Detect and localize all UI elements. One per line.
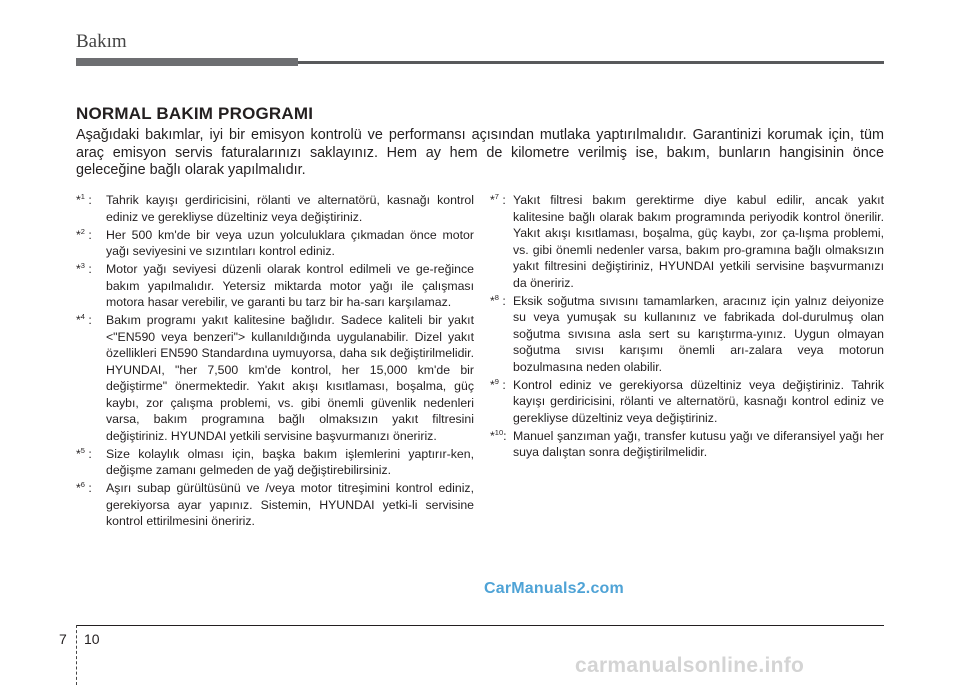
footnote-marker: *$^5$ : <box>76 445 92 461</box>
footnote-6 <box>76 480 474 530</box>
footnote-text: Tahrik kayışı gerdiricisini, rölanti ve alternatörü, kasnağı kontrol ediniz ve gerekliyse düzeltiniz veya değiştiriniz. <box>106 193 474 224</box>
footer-divider <box>76 625 77 685</box>
footnote-text: Eksik soğutma sıvısını tamamlarken, aracınız için yalnız deiyonize su veya yumuşak su kullanınız ve fabrikada dol-durulmuş olan soğutma sıvısına asla sert su karıştırma-yınız. Uygun olmayan soğutma sıvısı karışımı önemli arı-zalara veya motorun bozulmasına neden olabilir. <box>513 293 884 374</box>
header-rule <box>298 61 884 64</box>
footnote-10 <box>490 428 884 461</box>
footnote-marker: *$^7$ : <box>490 192 506 207</box>
footnote-7 <box>490 192 884 291</box>
footnote-text: Her 500 km'de bir veya uzun yolculuklara çıkmadan önce motor yağı seviyesini ve sızıntıları kontrol ediniz. <box>106 227 474 258</box>
footnote-marker: *$^2$ : <box>76 226 92 242</box>
footnote-text: Aşırı subap gürültüsünü ve /veya motor titreşimini kontrol ediniz, gerekiyorsa ayar yapınız. Sistemin, HYUNDAI yetki-li servisine kontrol ettirilmesini öneririz. <box>106 481 474 528</box>
footnote-text: Size kolaylık olması için, başka bakım işlemlerini yaptırır-ken, değişme zamanı gelmeden de yağ değiştirebilirsiniz. <box>106 446 474 477</box>
footnote-1 <box>76 192 474 225</box>
footnote-text: Kontrol ediniz ve gerekiyorsa düzeltiniz veya değiştiriniz. Tahrik kayışı gerdiricisini, rölanti ve alternatörü, kasnağı kontrol ediniz ve gerekliyse düzeltiniz veya değiştiriniz. <box>513 377 884 425</box>
notes-left-column <box>76 192 474 531</box>
page-title: NORMAL BAKIM PROGRAMI <box>76 104 314 123</box>
footnote-8 <box>490 293 884 376</box>
footnote-9 <box>490 377 884 427</box>
footnote-marker: *$^{10}$: <box>490 427 507 443</box>
footer-rule <box>76 625 884 626</box>
footnote-text: Manuel şanzıman yağı, transfer kutusu yağı ve diferansiyel yağı her suya dalıştan sonra değiştirilmelidir. <box>513 428 884 459</box>
footnote-marker: *$^1$ : <box>76 192 92 207</box>
footnote-marker: *$^3$ : <box>76 261 92 276</box>
footnote-text: Motor yağı seviyesi düzenli olarak kontrol edilmeli ve ge-reğince bakım yapılmalıdır. Yetersiz miktarda motor yağı ile çalışması motora hasar verebilir, ve garanti bu tarz bir ha-sarı karşılamaz. <box>106 262 474 309</box>
footnote-text: Bakım programı yakıt kalitesine bağlıdır. Sadece kaliteli bir yakıt <"EN590 veya benzeri"> kullanıldığında uygulanabilir. Dizel yakıt özellikleri EN590 Standardına uymuyorsa, daha sık değiştirilmelidir. HYUNDAI, "her 7,500 km'de kontrol, her 15,000 km'de bir değiştirme" önermektedir. Yakıt akışı kısıtlaması, boşalma, güç kaybı, zor çalışma problemi, vs. gibi önemli güvenlik nedenleri varsa, bakım programına bağlı olmaksızın yakıt filtresini değiştiriniz. HYUNDAI yetkili servisine başvurmanızı öneririz. <box>106 313 474 443</box>
footnote-marker: *$^6$ : <box>76 480 92 495</box>
watermark-carmanualsonline: carmanualsonline.info <box>575 654 805 677</box>
header-bar-dark <box>76 58 298 66</box>
footnote-text: Yakıt filtresi bakım gerektirme diye kabul edilir, ancak yakıt kalitesine bağlı olarak bakım programında periyodik kontrol önerilir. Yakıt akışı kısıtlaması, boşalma, güç kaybı, zor ça-lışma problemi, vs. gibi önemli nedenler varsa, bakım pro-gramına bağlı olmaksızın yakıt filtresini değiştiriniz, HYUNDAI yetkili servisine başvurmanızı da öneririz. <box>513 193 884 290</box>
footnote-2 <box>76 227 474 260</box>
footnote-marker: *$^8$ : <box>490 292 506 308</box>
watermark-carmanuals2[interactable]: CarManuals2.com <box>484 580 624 597</box>
chapter-number: 7 <box>59 631 67 647</box>
footnote-marker: *$^9$ : <box>490 376 506 392</box>
intro-paragraph: Aşağıdaki bakımlar, iyi bir emisyon kontrolü ve performansı açısından mutlaka yaptırılmalıdır. Garantinizi korumak için, tüm araç emisyon servis faturalarınızı saklayınız. Hem ay hem de kilometre verilmiş ise, bakım, bunların hangisinin önce geleceğine bağlı olarak yapılmalıdır. <box>76 127 884 178</box>
footnote-3 <box>76 261 474 311</box>
notes-right-column <box>490 192 884 462</box>
section-label: Bakım <box>76 31 127 52</box>
footnote-4 <box>76 312 474 444</box>
page-number: 10 <box>84 631 100 647</box>
footnote-5 <box>76 446 474 479</box>
footnote-marker: *$^4$ : <box>76 312 92 327</box>
